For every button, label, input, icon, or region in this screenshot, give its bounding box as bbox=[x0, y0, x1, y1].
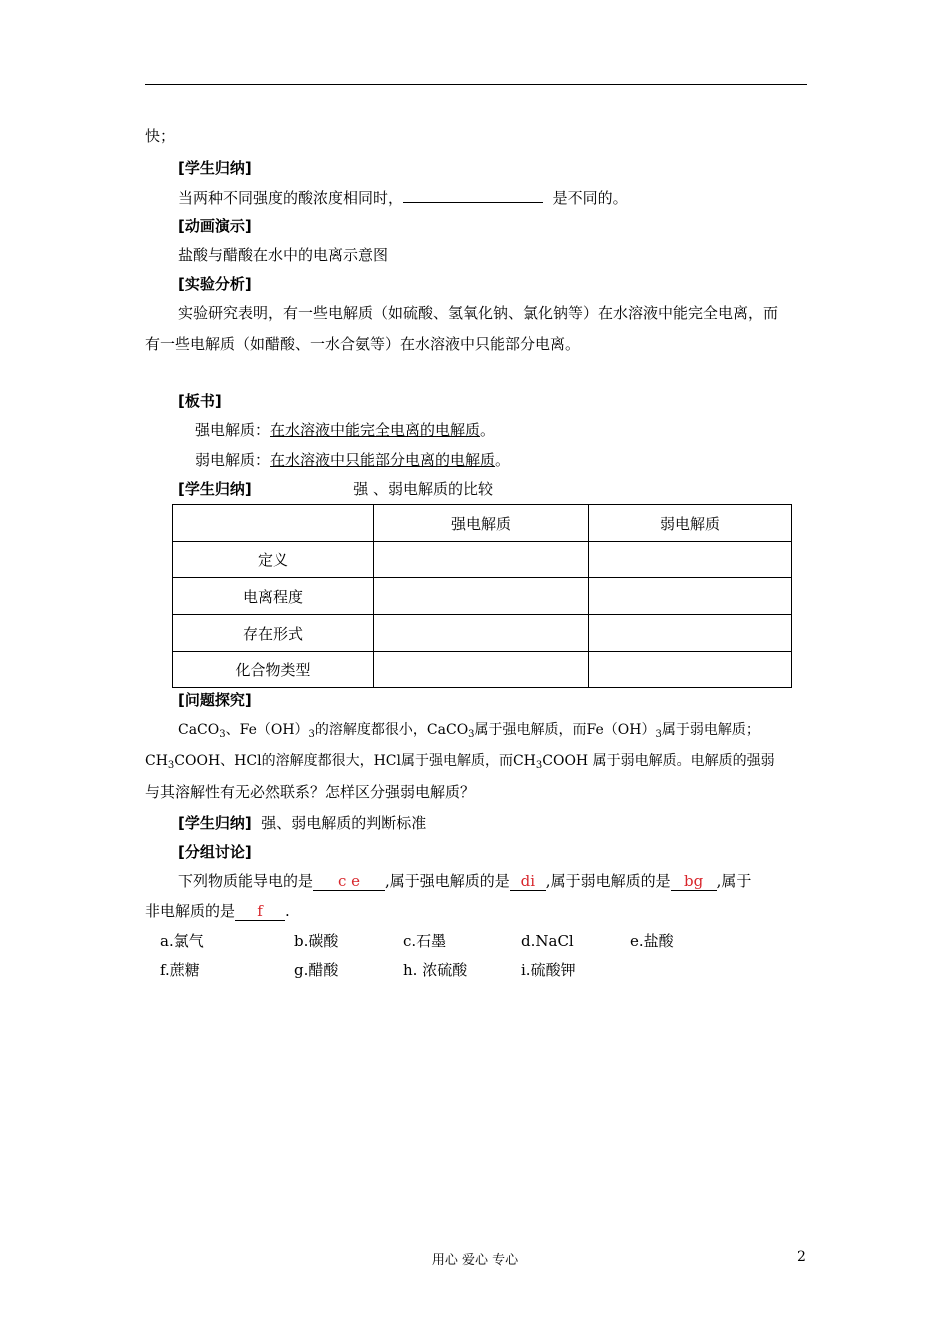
option-d: d.NaCl bbox=[521, 932, 574, 950]
discussion-line2 bbox=[145, 901, 290, 921]
summary-text-post: 是不同的。 bbox=[552, 189, 628, 207]
option-b: b.碳酸 bbox=[294, 932, 339, 950]
table-row bbox=[173, 542, 792, 578]
section-heading-board: [板书] bbox=[178, 392, 222, 410]
option-a: a.氯气 bbox=[160, 932, 204, 950]
text: COOH 属于弱电解质。电解质的强弱 bbox=[542, 753, 775, 769]
formula-caco3: CaCO bbox=[178, 722, 220, 738]
table-cell[interactable] bbox=[374, 615, 589, 652]
text: COOH、HCl的溶解度都很大，HCl属于强电解质，而CH bbox=[174, 753, 536, 769]
option-i: i.硫酸钾 bbox=[521, 961, 576, 979]
answer-blank-nonelectrolyte[interactable] bbox=[235, 902, 285, 921]
table-row bbox=[173, 615, 792, 652]
formula-ch3cooh: CH bbox=[145, 753, 168, 769]
text: 、Fe（OH） bbox=[225, 722, 309, 738]
fill-blank[interactable] bbox=[403, 187, 543, 203]
period: 。 bbox=[480, 421, 496, 439]
section-heading-group-discussion: [分组讨论] bbox=[178, 843, 252, 861]
text: 属于强电解质，而Fe（OH） bbox=[474, 722, 656, 738]
table-row bbox=[173, 652, 792, 688]
answer-blank-conductive[interactable] bbox=[313, 872, 385, 891]
weak-label: 弱电解质： bbox=[195, 451, 271, 469]
text: 属于弱电解质； bbox=[661, 722, 760, 738]
table-header-weak: 弱电解质 bbox=[589, 505, 792, 542]
text: 下列物质能导电的是 bbox=[178, 872, 314, 890]
inquiry-line1 bbox=[178, 720, 760, 740]
table-cell[interactable] bbox=[589, 615, 792, 652]
table-title: 强 、弱电解质的比较 bbox=[353, 480, 494, 498]
section-heading-analysis: [实验分析] bbox=[178, 275, 252, 293]
analysis-text-line1: 实验研究表明，有一些电解质（如硫酸、氢氧化钠、氯化钠等）在水溶液中能完全电离，而 bbox=[178, 304, 779, 322]
option-c: c.石墨 bbox=[403, 932, 447, 950]
period: 。 bbox=[495, 451, 511, 469]
row-label-compound-type: 化合物类型 bbox=[173, 652, 374, 688]
text: ,属于强电解质的是 bbox=[385, 872, 510, 890]
inquiry-line2 bbox=[145, 751, 775, 771]
subscript: 3 bbox=[468, 729, 475, 740]
header-rule bbox=[145, 84, 807, 85]
table-cell[interactable] bbox=[589, 578, 792, 615]
subscript: 3 bbox=[219, 729, 226, 740]
answer-text: bg bbox=[683, 872, 704, 890]
table-cell[interactable] bbox=[374, 542, 589, 578]
animation-caption: 盐酸与醋酸在水中的电离示意图 bbox=[178, 246, 389, 264]
subscript: 3 bbox=[167, 760, 175, 771]
text: 的溶解度都很小，CaCO bbox=[314, 722, 469, 738]
weak-definition-text: 在水溶液中只能部分电离的电解质 bbox=[270, 451, 496, 469]
answer-blank-weak[interactable] bbox=[671, 872, 717, 891]
text: ,属于弱电解质的是 bbox=[545, 872, 671, 890]
option-f: f.蔗糖 bbox=[160, 961, 200, 979]
table-header-row bbox=[173, 505, 792, 542]
section-heading-animation: [动画演示] bbox=[178, 217, 252, 235]
criteria-text: 强、弱电解质的判断标准 bbox=[261, 814, 427, 832]
table-cell[interactable] bbox=[374, 578, 589, 615]
section-heading-student-summary: [学生归纳] bbox=[178, 159, 252, 177]
strong-label: 强电解质： bbox=[195, 421, 271, 439]
option-e: e.盐酸 bbox=[630, 932, 674, 950]
summary-sentence bbox=[178, 187, 628, 208]
table-cell[interactable] bbox=[374, 652, 589, 688]
table-cell[interactable] bbox=[589, 652, 792, 688]
comparison-heading-row bbox=[178, 479, 493, 499]
inquiry-line3: 与其溶解性有无必然联系？怎样区分强弱电解质？ bbox=[145, 783, 476, 801]
criteria-row bbox=[178, 813, 426, 833]
answer-blank-strong[interactable] bbox=[510, 872, 546, 891]
table-cell[interactable] bbox=[589, 542, 792, 578]
text: ,属于 bbox=[716, 872, 752, 890]
table-header-strong: 强电解质 bbox=[374, 505, 589, 542]
page-number: 2 bbox=[797, 1249, 806, 1265]
section-heading-inquiry: [问题探究] bbox=[178, 691, 252, 709]
discussion-line1 bbox=[178, 871, 751, 891]
continued-text: 快； bbox=[145, 127, 176, 145]
section-heading-student-summary-2: [学生归纳] bbox=[178, 480, 252, 498]
comparison-table bbox=[172, 504, 792, 688]
text: 非电解质的是 bbox=[145, 902, 236, 920]
page-footer: 用心 爱心 专心 bbox=[431, 1253, 519, 1268]
subscript: 3 bbox=[308, 729, 315, 740]
summary-text-pre: 当两种不同强度的酸浓度相同时， bbox=[178, 189, 404, 207]
option-g: g.醋酸 bbox=[294, 961, 339, 979]
section-heading-student-summary-3: [学生归纳] bbox=[178, 814, 252, 832]
weak-electrolyte-definition bbox=[195, 450, 510, 470]
table-row bbox=[173, 578, 792, 615]
text: . bbox=[285, 902, 290, 920]
answer-text: di bbox=[520, 872, 535, 890]
subscript: 3 bbox=[535, 760, 543, 771]
strong-electrolyte-definition bbox=[195, 420, 495, 440]
answer-text: f bbox=[257, 902, 263, 920]
answer-text: c e bbox=[337, 872, 361, 890]
row-label-ionization-degree: 电离程度 bbox=[173, 578, 374, 615]
analysis-text-line2: 有一些电解质（如醋酸、一水合氨等）在水溶液中只能部分电离。 bbox=[145, 335, 581, 353]
row-label-definition: 定义 bbox=[173, 542, 374, 578]
subscript: 3 bbox=[655, 729, 662, 740]
option-h: h. 浓硫酸 bbox=[403, 961, 468, 979]
row-label-existence-form: 存在形式 bbox=[173, 615, 374, 652]
table-corner-cell bbox=[173, 505, 374, 542]
strong-definition-text: 在水溶液中能完全电离的电解质 bbox=[270, 421, 481, 439]
